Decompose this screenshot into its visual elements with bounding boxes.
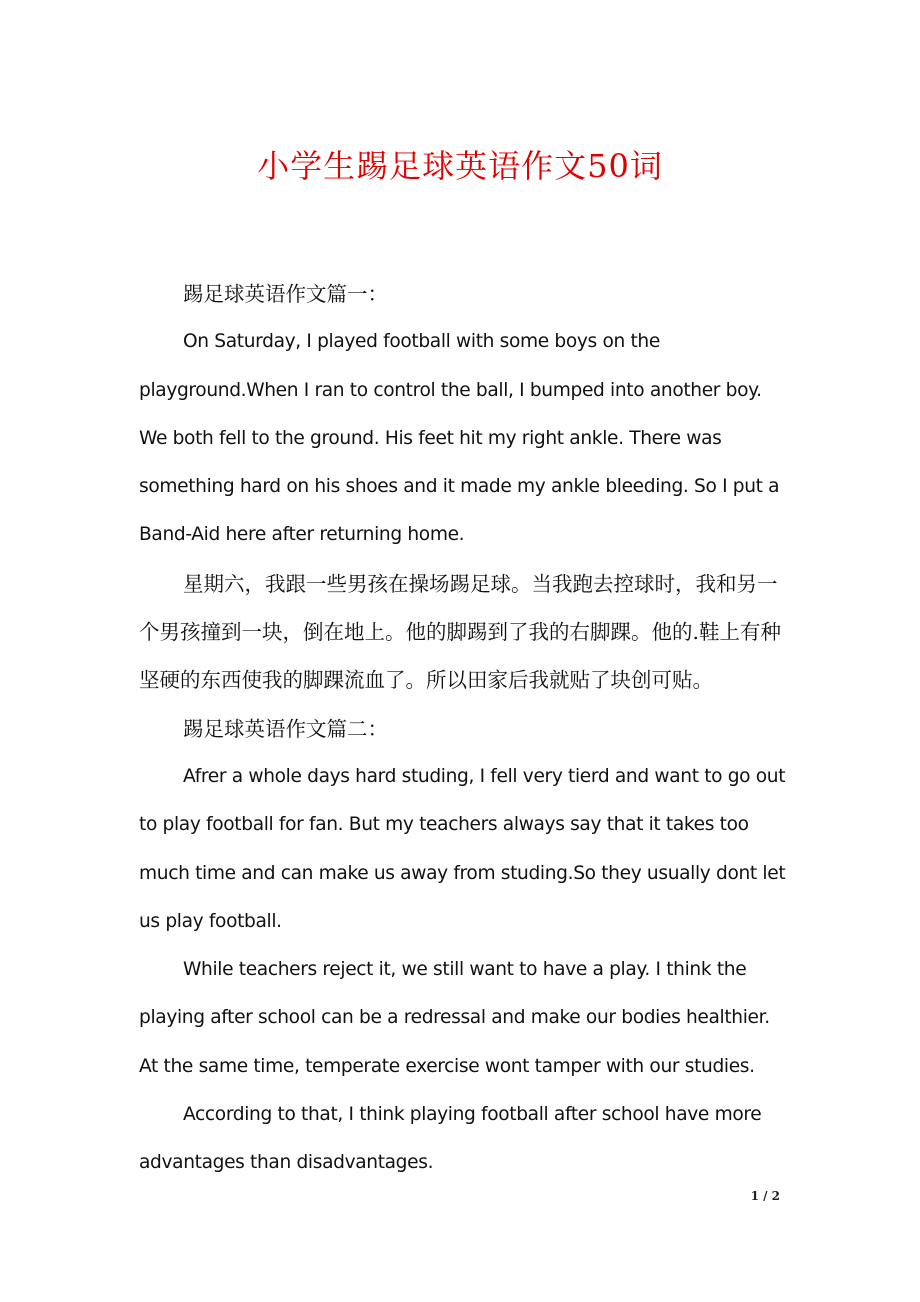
paragraph-english-3: While teachers reject it, we still want to have a play. I think the playing after school can be a redressal and make our bodies healthier. At the same time, temperate exercise wont tamper with our studies. — [139, 959, 770, 1077]
paragraph-english-4: According to that, I think playing football after school have more advantages than disadvantages. — [139, 1104, 762, 1174]
section-heading-2: 踢足球英语作文篇二： — [183, 716, 388, 741]
section-heading-1: 踢足球英语作文篇一： — [183, 282, 388, 306]
paragraph-chinese-1: 星期六，我跟一些男孩在操场踢足球。当我跑去控球时，我和另一个男孩撞到一块，倒在地上。他的脚踢到了我的右脚踝。他的.鞋上有种坚硬的东西使我的脚踝流血了。所以田家后我就贴了块创可贴。 — [139, 571, 782, 693]
paragraph-english-2: Afrer a whole days hard studing, I fell very tierd and want to go out to play football for fan. But my teachers always say that it takes too much time and can make us away from studing.So they usually dont let us play football. — [139, 765, 786, 932]
page-number: 1 / 2 — [750, 1189, 780, 1203]
document-body — [139, 270, 789, 1188]
document-title: 小学生踢足球英语作文50词 — [257, 147, 663, 185]
paragraph-english-1: On Saturday, I played football with some boys on the playground.When I ran to control the ball, I bumped into another boy. We both fell to the ground. His feet hit my right ankle. There was something hard on his shoes and it made my ankle bleeding. So I put a Band-Aid here after returning home. — [139, 331, 780, 546]
